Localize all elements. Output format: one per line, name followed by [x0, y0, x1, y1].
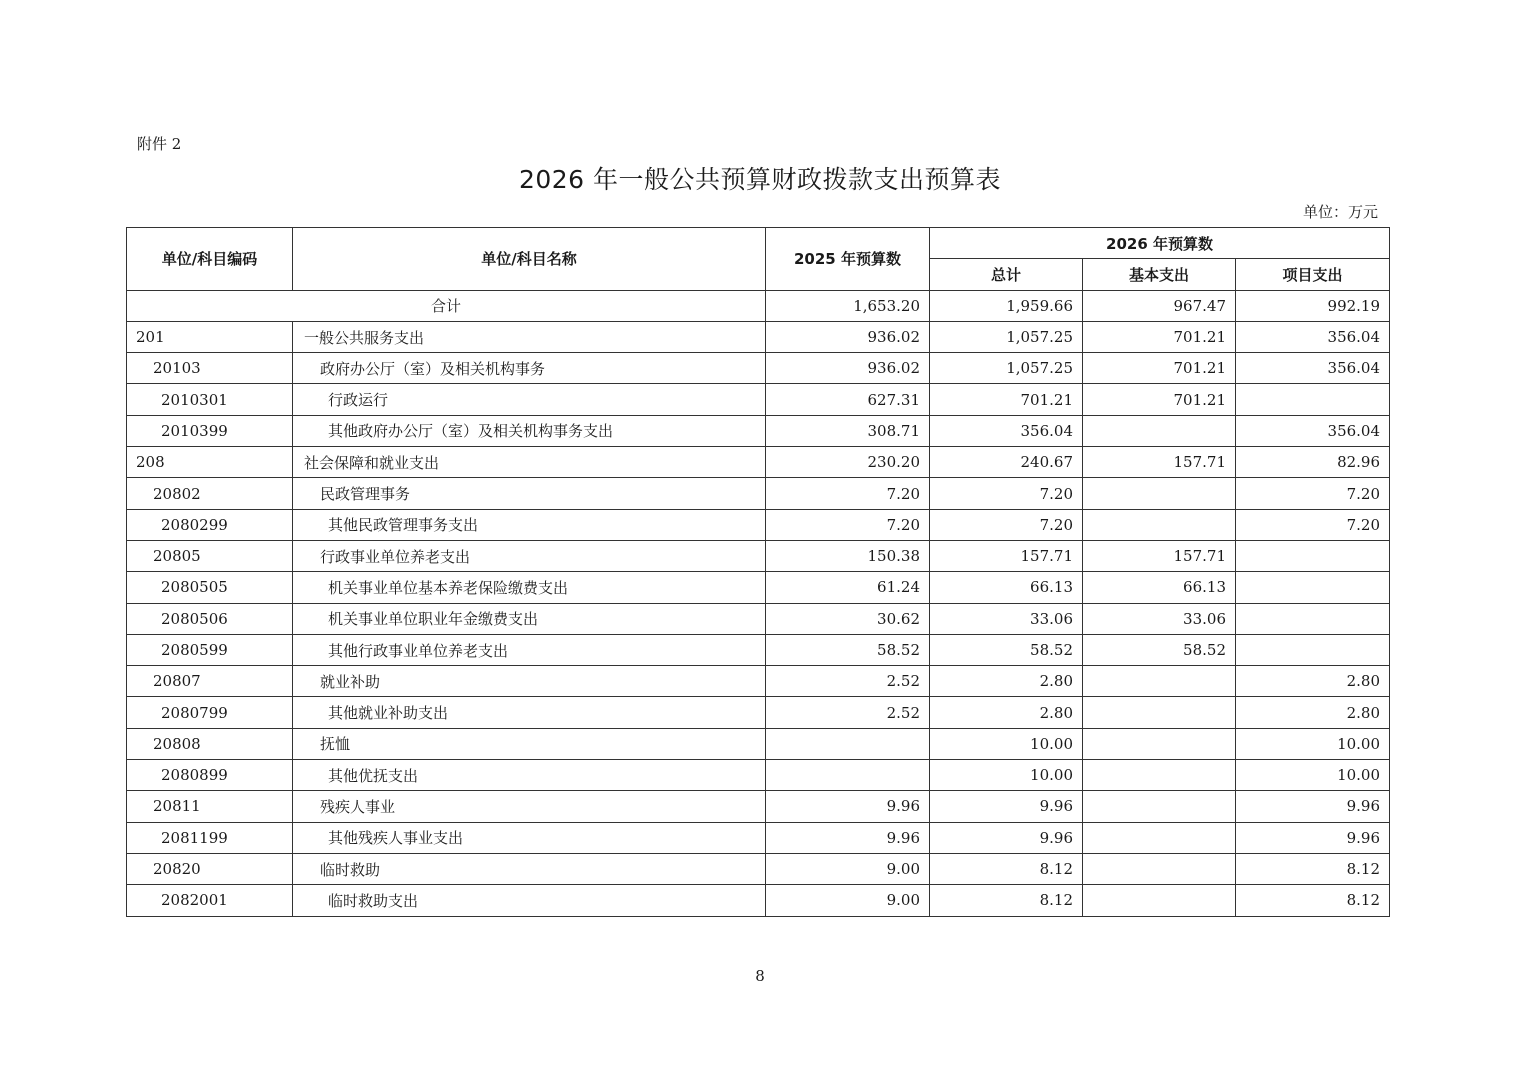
- row-prev: 308.71: [766, 415, 930, 446]
- row-total: 8.12: [930, 885, 1083, 916]
- row-total: 240.67: [930, 447, 1083, 478]
- row-name: 其他政府办公厅（室）及相关机构事务支出: [293, 415, 766, 446]
- row-total: 66.13: [930, 572, 1083, 603]
- row-name: 其他就业补助支出: [293, 697, 766, 728]
- table-row: [127, 572, 1390, 603]
- row-basic: [1083, 415, 1236, 446]
- row-code: 2080505: [127, 572, 293, 603]
- row-total: 8.12: [930, 853, 1083, 884]
- header-prev-year: 2025 年预算数: [766, 228, 930, 291]
- row-total: 2.80: [930, 697, 1083, 728]
- row-code: 2080599: [127, 634, 293, 665]
- row-code: 20808: [127, 728, 293, 759]
- row-basic: 58.52: [1083, 634, 1236, 665]
- row-name: 政府办公厅（室）及相关机构事务: [293, 353, 766, 384]
- row-basic: [1083, 697, 1236, 728]
- row-prev: 7.20: [766, 478, 930, 509]
- row-name: 就业补助: [293, 666, 766, 697]
- row-basic: [1083, 666, 1236, 697]
- table-row: [127, 415, 1390, 446]
- table-row: [127, 509, 1390, 540]
- row-project: [1236, 540, 1390, 571]
- row-basic: [1083, 509, 1236, 540]
- table-row: [127, 447, 1390, 478]
- table-row: [127, 384, 1390, 415]
- table-row: [127, 603, 1390, 634]
- row-total: 9.96: [930, 791, 1083, 822]
- table-row: [127, 760, 1390, 791]
- row-prev: 58.52: [766, 634, 930, 665]
- row-total: 356.04: [930, 415, 1083, 446]
- table-row: [127, 540, 1390, 571]
- table-row: [127, 791, 1390, 822]
- row-total: 58.52: [930, 634, 1083, 665]
- row-project: 356.04: [1236, 321, 1390, 352]
- row-project: 2.80: [1236, 697, 1390, 728]
- row-prev: 9.00: [766, 853, 930, 884]
- row-prev: 9.00: [766, 885, 930, 916]
- row-basic: 157.71: [1083, 447, 1236, 478]
- row-basic: [1083, 822, 1236, 853]
- row-project: 10.00: [1236, 760, 1390, 791]
- row-prev: 936.02: [766, 353, 930, 384]
- row-basic: [1083, 760, 1236, 791]
- row-total: 7.20: [930, 509, 1083, 540]
- table-row: [127, 853, 1390, 884]
- total-prev: 1,653.20: [766, 290, 930, 321]
- header-project: 项目支出: [1236, 259, 1390, 290]
- row-basic: 701.21: [1083, 384, 1236, 415]
- total-label: 合计: [127, 290, 766, 321]
- row-basic: [1083, 853, 1236, 884]
- row-name: 其他行政事业单位养老支出: [293, 634, 766, 665]
- row-prev: 9.96: [766, 791, 930, 822]
- total-project: 992.19: [1236, 290, 1390, 321]
- row-code: 2081199: [127, 822, 293, 853]
- row-project: [1236, 603, 1390, 634]
- row-name: 抚恤: [293, 728, 766, 759]
- row-basic: [1083, 791, 1236, 822]
- row-basic: 66.13: [1083, 572, 1236, 603]
- row-name: 行政事业单位养老支出: [293, 540, 766, 571]
- row-basic: 701.21: [1083, 321, 1236, 352]
- table-row: [127, 697, 1390, 728]
- row-project: 2.80: [1236, 666, 1390, 697]
- row-project: 9.96: [1236, 791, 1390, 822]
- header-total: 总计: [930, 259, 1083, 290]
- row-prev: [766, 760, 930, 791]
- row-basic: 157.71: [1083, 540, 1236, 571]
- table-row: [127, 728, 1390, 759]
- row-total: 10.00: [930, 760, 1083, 791]
- table-row: [127, 321, 1390, 352]
- row-code: 20802: [127, 478, 293, 509]
- row-code: 2080899: [127, 760, 293, 791]
- row-name: 机关事业单位职业年金缴费支出: [293, 603, 766, 634]
- row-code: 2010399: [127, 415, 293, 446]
- row-code: 2080799: [127, 697, 293, 728]
- row-basic: [1083, 478, 1236, 509]
- header-code: 单位/科目编码: [127, 228, 293, 291]
- row-prev: 9.96: [766, 822, 930, 853]
- row-code: 20805: [127, 540, 293, 571]
- row-basic: [1083, 728, 1236, 759]
- header-name: 单位/科目名称: [293, 228, 766, 291]
- row-project: 8.12: [1236, 853, 1390, 884]
- row-total: 701.21: [930, 384, 1083, 415]
- row-project: 8.12: [1236, 885, 1390, 916]
- row-basic: 33.06: [1083, 603, 1236, 634]
- document-title: 2026 年一般公共预算财政拨款支出预算表: [518, 165, 1002, 194]
- row-prev: [766, 728, 930, 759]
- row-name: 其他残疾人事业支出: [293, 822, 766, 853]
- table-row: [127, 885, 1390, 916]
- row-prev: 30.62: [766, 603, 930, 634]
- row-project: [1236, 384, 1390, 415]
- row-total: 10.00: [930, 728, 1083, 759]
- row-prev: 150.38: [766, 540, 930, 571]
- row-prev: 230.20: [766, 447, 930, 478]
- row-project: 82.96: [1236, 447, 1390, 478]
- row-total: 157.71: [930, 540, 1083, 571]
- total-total: 1,959.66: [930, 290, 1083, 321]
- row-code: 208: [127, 447, 293, 478]
- row-basic: 701.21: [1083, 353, 1236, 384]
- row-total: 9.96: [930, 822, 1083, 853]
- row-total: 2.80: [930, 666, 1083, 697]
- row-name: 其他优抚支出: [293, 760, 766, 791]
- row-code: 2010301: [127, 384, 293, 415]
- row-name: 一般公共服务支出: [293, 321, 766, 352]
- row-name: 临时救助: [293, 853, 766, 884]
- budget-table: [126, 227, 1390, 917]
- row-prev: 936.02: [766, 321, 930, 352]
- row-code: 20820: [127, 853, 293, 884]
- row-name: 机关事业单位基本养老保险缴费支出: [293, 572, 766, 603]
- row-project: 356.04: [1236, 353, 1390, 384]
- row-basic: [1083, 885, 1236, 916]
- row-code: 2080506: [127, 603, 293, 634]
- row-name: 行政运行: [293, 384, 766, 415]
- row-total: 33.06: [930, 603, 1083, 634]
- table-row: [127, 822, 1390, 853]
- table-row: [127, 666, 1390, 697]
- row-name: 其他民政管理事务支出: [293, 509, 766, 540]
- row-code: 20811: [127, 791, 293, 822]
- header-basic: 基本支出: [1083, 259, 1236, 290]
- row-project: [1236, 572, 1390, 603]
- row-code: 20103: [127, 353, 293, 384]
- row-project: 7.20: [1236, 509, 1390, 540]
- row-total: 1,057.25: [930, 353, 1083, 384]
- table-row: [127, 353, 1390, 384]
- header-current-year-group: 2026 年预算数: [930, 228, 1390, 259]
- row-name: 临时救助支出: [293, 885, 766, 916]
- table-row: [127, 478, 1390, 509]
- row-prev: 2.52: [766, 697, 930, 728]
- row-code: 20807: [127, 666, 293, 697]
- row-project: 10.00: [1236, 728, 1390, 759]
- row-total: 1,057.25: [930, 321, 1083, 352]
- row-name: 民政管理事务: [293, 478, 766, 509]
- row-prev: 627.31: [766, 384, 930, 415]
- table-row: [127, 634, 1390, 665]
- row-project: 9.96: [1236, 822, 1390, 853]
- row-prev: 2.52: [766, 666, 930, 697]
- total-row: [127, 290, 1390, 321]
- attachment-label: 附件 2: [137, 135, 182, 153]
- row-code: 201: [127, 321, 293, 352]
- row-name: 残疾人事业: [293, 791, 766, 822]
- row-code: 2082001: [127, 885, 293, 916]
- table-header: [127, 228, 1390, 291]
- unit-label: 单位：万元: [1302, 203, 1378, 221]
- row-project: 356.04: [1236, 415, 1390, 446]
- row-prev: 7.20: [766, 509, 930, 540]
- table-body: [127, 290, 1390, 916]
- row-prev: 61.24: [766, 572, 930, 603]
- page-number: 8: [755, 967, 765, 985]
- row-name: 社会保障和就业支出: [293, 447, 766, 478]
- row-project: [1236, 634, 1390, 665]
- total-basic: 967.47: [1083, 290, 1236, 321]
- row-project: 7.20: [1236, 478, 1390, 509]
- row-total: 7.20: [930, 478, 1083, 509]
- row-code: 2080299: [127, 509, 293, 540]
